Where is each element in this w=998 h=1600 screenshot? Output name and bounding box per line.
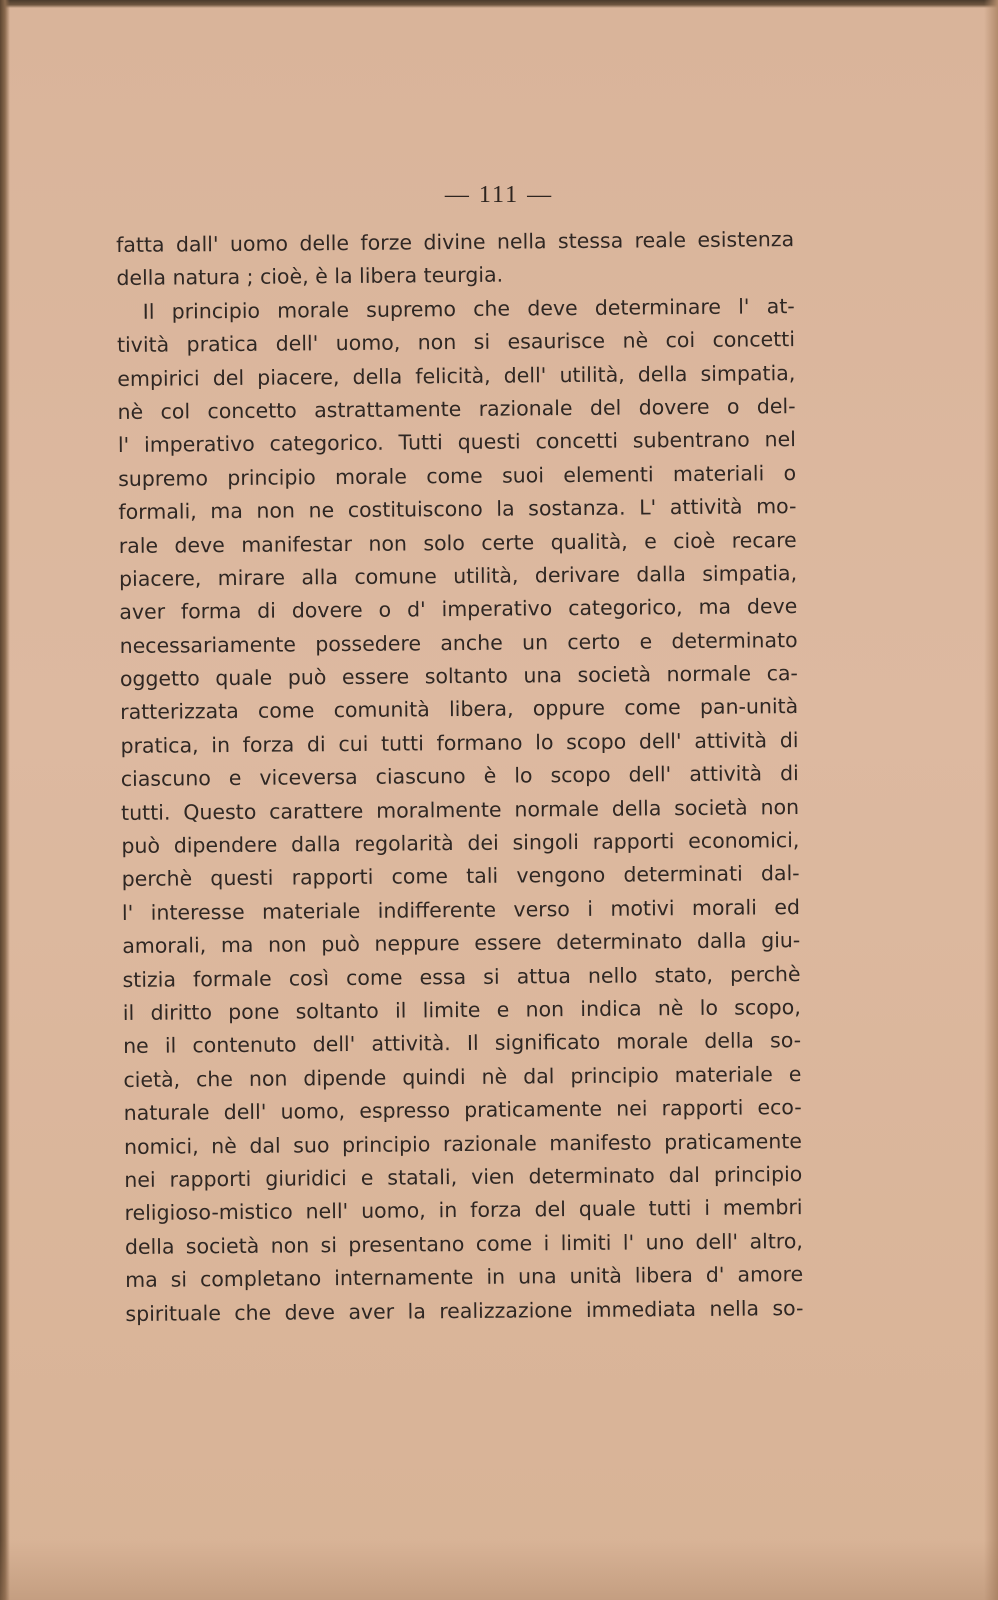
page-right-edge <box>984 0 998 1600</box>
page-top-edge <box>0 0 998 8</box>
text-line: religioso-mistico nell' uomo, in forza del quale tutti i membri <box>124 1195 803 1226</box>
text-line: ratterizzata come comunità libera, oppure come pan-unità <box>120 694 799 725</box>
text-line: spirituale che deve aver la realizzazione immediata nella so- <box>125 1295 804 1326</box>
text-line: nomici, nè dal suo principio razionale manifesto praticamente <box>123 1128 803 1159</box>
text-line: perchè questi rapporti come tali vengono determinati dal- <box>121 861 800 892</box>
text-line: rale deve manifestar non solo certe qualità, e cioè recare <box>118 527 797 558</box>
text-line: naturale dell' uomo, espresso praticamente nei rapporti eco- <box>123 1095 802 1126</box>
text-line: ma si completano internamente in una unità libera d' amore <box>125 1262 804 1293</box>
text-line: fatta dall' uomo delle forze divine nella stessa reale esistenza <box>116 227 795 257</box>
text-line: l' interesse materiale indifferente verso i motivi morali ed <box>121 894 801 925</box>
text-line: l' imperativo categorico. Tutti questi concetti subentrano nel <box>117 427 796 458</box>
text-line: nè col concetto astrattamente razionale del dovere o del- <box>117 394 796 424</box>
text-line: ne il contenuto dell' attività. Il significato morale della so- <box>123 1028 802 1059</box>
page-left-edge <box>0 0 10 1600</box>
text-line: amorali, ma non può neppure essere determinato dalla giu- <box>122 928 801 959</box>
text-line: necessariamente possedere anche un certo e determinato <box>119 627 798 658</box>
text-line: Il principio morale supremo che deve determinare l' at- <box>142 293 795 324</box>
text-line: della natura ; cioè, è la libera teurgia. <box>116 263 504 291</box>
text-line: supremo principio morale come suoi elementi materiali o <box>118 460 797 491</box>
text-line: pratica, in forza di cui tutti formano lo scopo dell' attività di <box>120 727 799 758</box>
text-line: della società non si presentano come i limiti l' uno dell' altro, <box>124 1228 803 1259</box>
text-line: stizia formale così come essa si attua nello stato, perchè <box>122 961 801 992</box>
text-line: empirici del piacere, della felicità, dell' utilità, della simpatia, <box>117 360 796 391</box>
text-line: nei rapporti giuridici e statali, vien determinato dal principio <box>124 1161 803 1192</box>
body-text <box>116 223 804 1331</box>
text-line: oggetto quale può essere soltanto una società normale ca- <box>119 661 799 692</box>
page-bottom-shade <box>0 1540 998 1600</box>
text-line: il diritto pone soltanto il limite e non indica nè lo scopo, <box>122 995 801 1025</box>
text-line: cietà, che non dipende quindi nè dal principio materiale e <box>123 1061 802 1092</box>
text-line: ciascuno e viceversa ciascuno è lo scopo dell' attività di <box>120 761 799 792</box>
text-line: può dipendere dalla regolarità dei singoli rapporti economici, <box>121 828 800 859</box>
page-number: — 111 — <box>444 182 554 208</box>
text-line: formali, ma non ne costituiscono la sostanza. L' attività mo- <box>118 494 797 525</box>
text-line: tività pratica dell' uomo, non si esaurisce nè coi concetti <box>116 327 796 358</box>
text-line: tutti. Questo carattere moralmente normale della società non <box>120 794 800 825</box>
text-line: piacere, mirare alla comune utilità, derivare dalla simpatia, <box>118 560 798 591</box>
text-line: aver forma di dovere o d' imperativo categorico, ma deve <box>119 594 798 625</box>
